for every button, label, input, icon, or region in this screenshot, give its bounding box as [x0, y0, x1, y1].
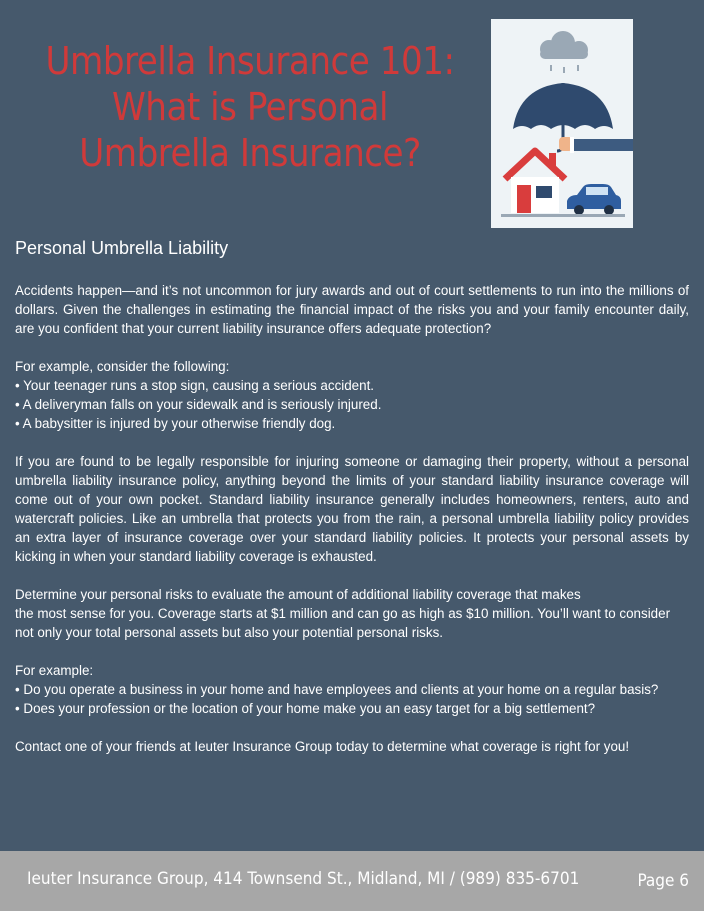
- list-item: • A deliveryman falls on your sidewalk and is seriously injured.: [15, 397, 382, 412]
- examples-list-2: [15, 661, 689, 718]
- paragraph-risks-line-1: Determine your personal risks to evaluate the amount of additional liability coverage that makes: [15, 587, 581, 602]
- hand-icon: [559, 137, 633, 153]
- article-body: [15, 281, 689, 775]
- paragraph-liability: If you are found to be legally responsible for injuring someone or damaging their property, without a personal umbrella liability insurance policy, anything beyond the limits of your standard liability insurance coverage will come out of your own pocket. Standard liability insurance generally includes homeowners, renters, auto and watercraft policies. Like an umbrella that protects you from the rain, a personal umbrella liability policy provides an extra layer of insurance coverage over your standard liability policies. It protects your personal assets by kicking in when your standard liability coverage is exhausted.: [15, 454, 689, 564]
- section-heading: Personal Umbrella Liability: [15, 238, 229, 258]
- car-icon: [567, 184, 621, 215]
- list-item: • Your teenager runs a stop sign, causing a serious accident.: [15, 378, 375, 393]
- examples-intro: For example, consider the following:: [15, 359, 230, 374]
- paragraph-intro: Accidents happen—and it’s not uncommon for jury awards and out of court settlements to run into the millions of dollars. Given the challenges in estimating the financial impact of the risks you and your family encounter daily, are you confident that your current liability insurance offers adequate protection?: [15, 283, 689, 336]
- list-item: • Do you operate a business in your home and have employees and clients at your home on a regular basis?: [15, 682, 659, 697]
- examples2-intro: For example:: [15, 663, 94, 678]
- paragraph-contact: Contact one of your friends at Ieuter Insurance Group today to determine what coverage is right for you!: [15, 739, 630, 754]
- page-number: Page 6: [637, 871, 689, 891]
- title-line-3: Umbrella Insurance?: [79, 131, 421, 175]
- list-item: • A babysitter is injured by your otherwise friendly dog.: [15, 416, 336, 431]
- footer: [0, 851, 704, 911]
- title-line-1: Umbrella Insurance 101:: [45, 39, 455, 83]
- rain-icon: [550, 65, 579, 73]
- title-line-2: What is Personal: [111, 85, 389, 129]
- examples-list: [15, 357, 689, 433]
- house-icon: [505, 151, 565, 213]
- footer-address: Ieuter Insurance Group, 414 Townsend St., Midland, MI / (989) 835-6701: [27, 869, 580, 889]
- list-item: • Does your profession or the location of your home make you an easy target for a big settlement?: [15, 701, 596, 716]
- paragraph-risks: [15, 585, 689, 642]
- paragraph-risks-line-2: the most sense for you. Coverage starts at $1 million and can go as high as $10 million. You’ll want to consider not only your total personal assets but also your potential personal risks.: [15, 606, 671, 640]
- page-title: [30, 38, 470, 176]
- umbrella-house-car-illustration: [491, 19, 633, 228]
- cloud-icon: [540, 31, 588, 59]
